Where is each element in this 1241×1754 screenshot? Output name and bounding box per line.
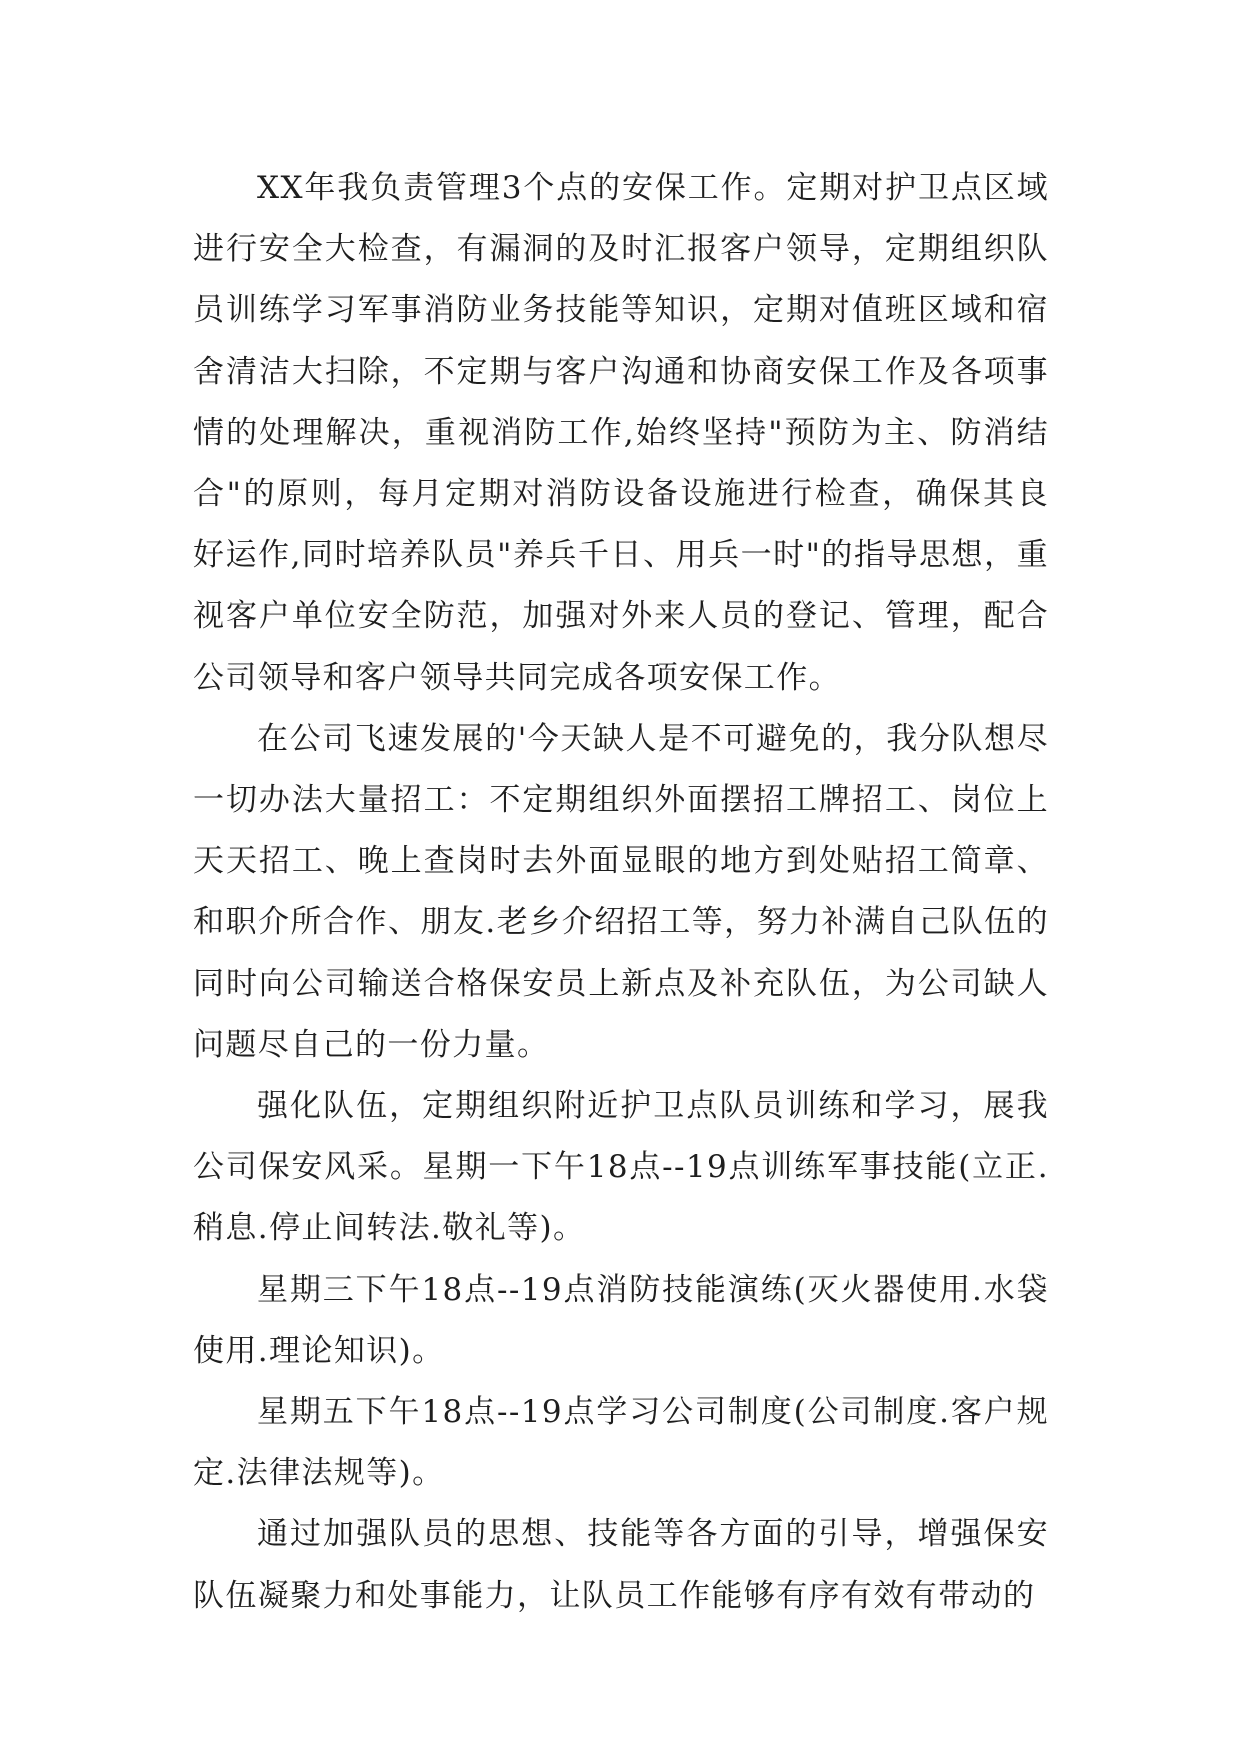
document-body (193, 158, 1049, 1627)
paragraph-guidance: 通过加强队员的思想、技能等各方面的引导，增强保安队伍凝聚力和处事能力，让队员工作能够有序有效有带动的 (193, 1516, 1049, 1614)
paragraph-training-friday: 星期五下午18点--19点学习公司制度(公司制度.客户规定.法律法规等)。 (193, 1394, 1049, 1492)
paragraph-recruitment: 在公司飞速发展的'今天缺人是不可避免的，我分队想尽一切办法大量招工：不定期组织外面摆招工牌招工、岗位上天天招工、晚上查岗时去外面显眼的地方到处贴招工简章、和职介所合作、朋友.老乡介绍招工等，努力补满自己队伍的同时向公司输送合格保安员上新点及补充队伍，为公司缺人问题尽自己的一份力量。 (193, 720, 1049, 1063)
paragraph-training-monday: 强化队伍，定期组织附近护卫点队员训练和学习，展我公司保安风采。星期一下午18点--19点训练军事技能(立正.稍息.停止间转法.敬礼等)。 (193, 1088, 1049, 1247)
paragraph-training-wednesday: 星期三下午18点--19点消防技能演练(灭火器使用.水袋使用.理论知识)。 (193, 1271, 1049, 1369)
paragraph-security-work: XX年我负责管理3个点的安保工作。定期对护卫点区域进行安全大检查，有漏洞的及时汇报客户领导，定期组织队员训练学习军事消防业务技能等知识，定期对值班区域和宿舍清洁大扫除，不定期与客户沟通和协商安保工作及各项事情的处理解决，重视消防工作,始终坚持"预防为主、防消结合"的原则，每月定期对消防设备设施进行检查，确保其良好运作,同时培养队员"养兵千日、用兵一时"的指导思想，重视客户单位安全防范，加强对外来人员的登记、管理，配合公司领导和客户领导共同完成各项安保工作。 (193, 170, 1049, 696)
